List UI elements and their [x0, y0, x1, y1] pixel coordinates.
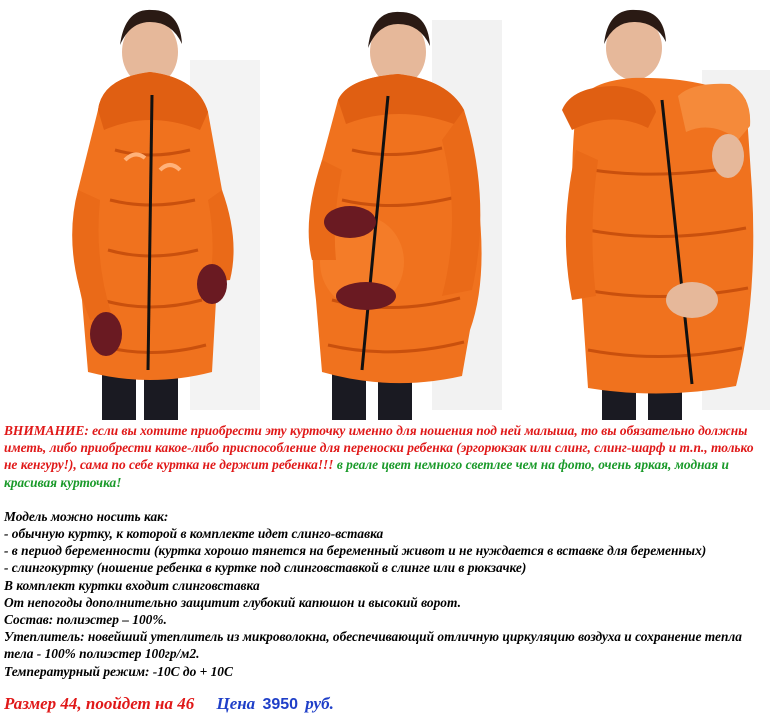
list-item: - обычную куртку, к которой в комплекте идет слинго-вставка [4, 526, 384, 542]
list-item: - в период беременности (куртка хорошо тянется на беременный живот и не нуждается в вставке для беременных) [4, 543, 707, 559]
notice-warning: ВНИМАНИЕ: если вы хотите приобрести эту курточку именно для ношения под ней малыша, то вы обязательно должны иметь, либо приобрести какое-либо приспособление для переноски ребенка (эргорюкзак или слинг, слинг-шарф и т.п., только не кенгуру!), сама по себе куртка не держит ребенка!!! [4, 423, 754, 473]
notice-color-note: в реале цвет немного светлее чем на фото, очень яркая, модная и красивая курточка! [4, 457, 729, 490]
description-intro: Модель можно носить как: [4, 508, 169, 524]
model-front-pose [40, 0, 260, 420]
price-label: Цена [216, 694, 256, 713]
price-unit: руб. [305, 694, 334, 713]
composition: Состав: полиэстер – 100%. [4, 612, 167, 628]
size-info: Размер 44, поойдет на 46 [4, 694, 195, 713]
price-line [4, 694, 334, 714]
model-pregnant-pose [292, 0, 502, 420]
price-value: 3950 [262, 696, 299, 713]
weather-protection: От непогоды дополнительно защитит глубокий капюшон и высокий ворот. [4, 594, 461, 610]
temperature-range: Температурный режим: -10С до + 10С [4, 663, 233, 679]
set-contents: В комплект куртки входит слинговставка [4, 577, 260, 593]
description-block [4, 422, 766, 680]
model-babywearing-pose [552, 0, 770, 420]
notice-paragraph [4, 422, 766, 491]
insulation: Утеплитель: новейший утеплитель из микроволокна, обеспечивающий отличную циркуляцию воздуха и сохранение тепла тела - 100% полиэстер 100гр/м2. [4, 629, 742, 662]
list-item: - слингокуртку (ношение ребенка в куртке под слинговставкой в слинге или в рюкзачке) [4, 560, 527, 576]
